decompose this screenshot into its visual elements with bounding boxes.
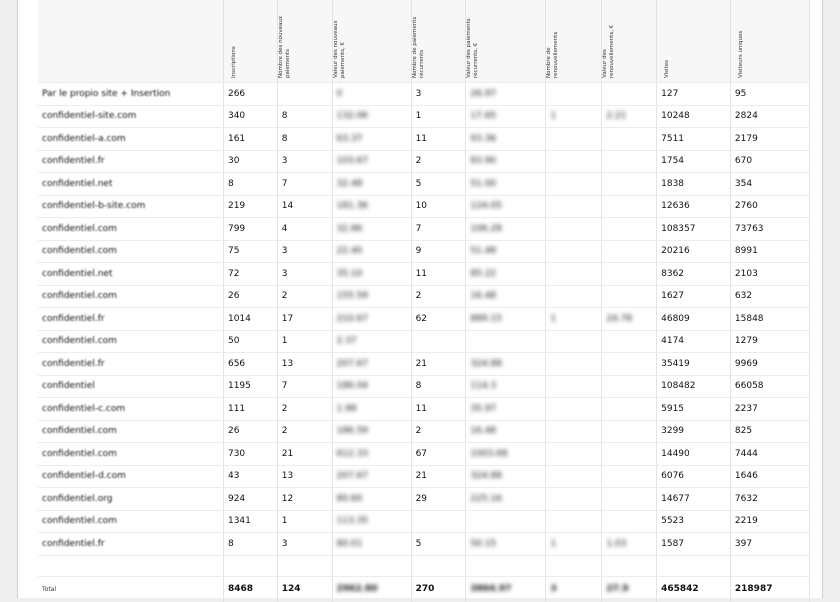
total-renewals-value: 27.9 bbox=[602, 576, 657, 602]
inscriptions-cell: 30 bbox=[223, 150, 277, 173]
recurring-count-cell: 21 bbox=[411, 353, 466, 376]
recurring-count-cell: 2 bbox=[411, 285, 466, 308]
recurring-count-cell: 62 bbox=[411, 308, 466, 331]
inscriptions-cell: 1014 bbox=[223, 308, 277, 331]
recurring-value-cell: 225.16 bbox=[466, 488, 546, 511]
recurring-value-cell: 50.15 bbox=[466, 533, 546, 556]
inscriptions-cell: 161 bbox=[223, 128, 277, 151]
new-payments-value-cell: 0 bbox=[332, 83, 411, 106]
unique-visitors-cell: 825 bbox=[730, 420, 809, 443]
recurring-count-cell: 1 bbox=[411, 105, 466, 128]
site-name-cell[interactable]: confidentiel-b-site.com bbox=[38, 195, 223, 218]
renewals-count-cell bbox=[546, 150, 602, 173]
unique-visitors-cell: 66058 bbox=[730, 375, 809, 398]
unique-visitors-cell: 397 bbox=[730, 533, 809, 556]
new-payments-count-cell: 8 bbox=[277, 105, 332, 128]
renewals-count-cell bbox=[546, 218, 602, 241]
header-new-payments-value[interactable] bbox=[332, 0, 411, 83]
recurring-count-cell: 8 bbox=[411, 375, 466, 398]
table-row bbox=[38, 308, 810, 331]
total-recurring-count: 270 bbox=[411, 576, 466, 602]
visits-cell: 46809 bbox=[657, 308, 731, 331]
header-site bbox=[38, 0, 223, 83]
table-row bbox=[38, 488, 810, 511]
recurring-count-cell: 3 bbox=[411, 83, 466, 106]
recurring-count-cell: 5 bbox=[411, 533, 466, 556]
site-name-cell[interactable]: confidentiel.fr bbox=[38, 150, 223, 173]
new-payments-count-cell: 2 bbox=[277, 420, 332, 443]
stats-table bbox=[38, 0, 810, 602]
table-row bbox=[38, 240, 810, 263]
renewals-value-cell bbox=[602, 150, 657, 173]
inscriptions-cell: 656 bbox=[223, 353, 277, 376]
total-recurring-value: 3864.97 bbox=[466, 576, 546, 602]
total-new-payments-count: 124 bbox=[277, 576, 332, 602]
inscriptions-cell: 75 bbox=[223, 240, 277, 263]
table-row bbox=[38, 420, 810, 443]
total-label: Total bbox=[38, 576, 223, 602]
renewals-value-cell bbox=[602, 375, 657, 398]
unique-visitors-cell: 2103 bbox=[730, 263, 809, 286]
visits-cell: 1838 bbox=[657, 173, 731, 196]
new-payments-value-cell: 207.67 bbox=[332, 465, 411, 488]
unique-visitors-cell: 2219 bbox=[730, 510, 809, 533]
new-payments-value-cell: 63.37 bbox=[332, 128, 411, 151]
renewals-value-cell bbox=[602, 240, 657, 263]
unique-visitors-cell: 1646 bbox=[730, 465, 809, 488]
visits-cell: 35419 bbox=[657, 353, 731, 376]
new-payments-count-cell: 8 bbox=[277, 128, 332, 151]
renewals-count-cell bbox=[546, 330, 602, 353]
visits-cell: 1587 bbox=[657, 533, 731, 556]
renewals-count-cell bbox=[546, 173, 602, 196]
unique-visitors-cell: 9969 bbox=[730, 353, 809, 376]
site-name-cell[interactable]: confidentiel-d.com bbox=[38, 465, 223, 488]
new-payments-count-cell bbox=[277, 83, 332, 106]
renewals-value-cell bbox=[602, 285, 657, 308]
report-panel bbox=[17, 0, 823, 598]
inscriptions-cell: 26 bbox=[223, 285, 277, 308]
recurring-value-cell: 85.22 bbox=[466, 263, 546, 286]
visits-cell: 3299 bbox=[657, 420, 731, 443]
new-payments-value-cell: 113.35 bbox=[332, 510, 411, 533]
table-row bbox=[38, 83, 810, 106]
renewals-value-cell bbox=[602, 173, 657, 196]
new-payments-value-cell: 186.59 bbox=[332, 420, 411, 443]
table-row bbox=[38, 150, 810, 173]
visits-cell: 1754 bbox=[657, 150, 731, 173]
table-row bbox=[38, 330, 810, 353]
table-row bbox=[38, 105, 810, 128]
renewals-value-cell bbox=[602, 83, 657, 106]
renewals-value-cell bbox=[602, 330, 657, 353]
new-payments-count-cell: 3 bbox=[277, 533, 332, 556]
unique-visitors-cell: 2824 bbox=[730, 105, 809, 128]
renewals-count-cell bbox=[546, 263, 602, 286]
renewals-value-cell bbox=[602, 128, 657, 151]
unique-visitors-cell: 7444 bbox=[730, 443, 809, 466]
site-name-cell[interactable]: confidentiel-a.com bbox=[38, 128, 223, 151]
table-row bbox=[38, 195, 810, 218]
new-payments-value-cell: 35.10 bbox=[332, 263, 411, 286]
recurring-count-cell: 11 bbox=[411, 128, 466, 151]
new-payments-count-cell: 1 bbox=[277, 330, 332, 353]
new-payments-count-cell: 3 bbox=[277, 150, 332, 173]
recurring-value-cell: 17.65 bbox=[466, 105, 546, 128]
inscriptions-cell: 219 bbox=[223, 195, 277, 218]
recurring-count-cell: 5 bbox=[411, 173, 466, 196]
header-visits[interactable] bbox=[657, 0, 731, 83]
site-name-cell[interactable]: confidentiel.com bbox=[38, 443, 223, 466]
site-name-cell[interactable]: confidentiel bbox=[38, 375, 223, 398]
inscriptions-cell: 1341 bbox=[223, 510, 277, 533]
recurring-count-cell bbox=[411, 330, 466, 353]
site-name-cell[interactable]: confidentiel.fr bbox=[38, 533, 223, 556]
recurring-value-cell: 83.90 bbox=[466, 150, 546, 173]
inscriptions-cell: 8 bbox=[223, 173, 277, 196]
visits-cell: 8362 bbox=[657, 263, 731, 286]
renewals-value-cell bbox=[602, 420, 657, 443]
new-payments-count-cell: 4 bbox=[277, 218, 332, 241]
new-payments-value-cell: 155.59 bbox=[332, 285, 411, 308]
recurring-value-cell: 124.05 bbox=[466, 195, 546, 218]
inscriptions-cell: 266 bbox=[223, 83, 277, 106]
unique-visitors-cell: 354 bbox=[730, 173, 809, 196]
header-label: Valeur des nouveaux paiements, € bbox=[332, 20, 346, 78]
site-name-cell[interactable]: confidentiel.com bbox=[38, 510, 223, 533]
renewals-count-cell bbox=[546, 285, 602, 308]
table-row bbox=[38, 218, 810, 241]
unique-visitors-cell: 2179 bbox=[730, 128, 809, 151]
site-name-cell[interactable]: confidentiel.com bbox=[38, 240, 223, 263]
site-name-cell[interactable]: confidentiel.org bbox=[38, 488, 223, 511]
header-unique-visitors[interactable] bbox=[730, 0, 809, 83]
renewals-count-cell: 1 bbox=[546, 105, 602, 128]
new-payments-value-cell: 32.48 bbox=[332, 173, 411, 196]
new-payments-count-cell: 2 bbox=[277, 285, 332, 308]
unique-visitors-cell: 2760 bbox=[730, 195, 809, 218]
table-row bbox=[38, 128, 810, 151]
renewals-count-cell bbox=[546, 240, 602, 263]
inscriptions-cell: 730 bbox=[223, 443, 277, 466]
renewals-count-cell: 1 bbox=[546, 308, 602, 331]
renewals-count-cell bbox=[546, 443, 602, 466]
recurring-value-cell: 889.15 bbox=[466, 308, 546, 331]
renewals-value-cell: 1.03 bbox=[602, 533, 657, 556]
new-payments-value-cell: 181.36 bbox=[332, 195, 411, 218]
new-payments-count-cell: 12 bbox=[277, 488, 332, 511]
site-name-cell[interactable]: confidentiel.net bbox=[38, 263, 223, 286]
new-payments-count-cell: 3 bbox=[277, 263, 332, 286]
visits-cell: 5915 bbox=[657, 398, 731, 421]
unique-visitors-cell: 632 bbox=[730, 285, 809, 308]
renewals-count-cell bbox=[546, 420, 602, 443]
header-recurring-value[interactable] bbox=[466, 0, 546, 83]
recurring-count-cell: 67 bbox=[411, 443, 466, 466]
unique-visitors-cell: 7632 bbox=[730, 488, 809, 511]
recurring-value-cell bbox=[466, 330, 546, 353]
visits-cell: 5523 bbox=[657, 510, 731, 533]
new-payments-count-cell: 2 bbox=[277, 398, 332, 421]
unique-visitors-cell: 1279 bbox=[730, 330, 809, 353]
header-label: Valeur des paiements récurrents, € bbox=[466, 18, 480, 78]
recurring-value-cell: 16.48 bbox=[466, 285, 546, 308]
total-renewals-count: 3 bbox=[546, 576, 602, 602]
recurring-value-cell: 51.00 bbox=[466, 173, 546, 196]
recurring-value-cell: 35.97 bbox=[466, 398, 546, 421]
unique-visitors-cell: 95 bbox=[730, 83, 809, 106]
table-footer bbox=[38, 555, 810, 602]
inscriptions-cell: 924 bbox=[223, 488, 277, 511]
renewals-value-cell bbox=[602, 465, 657, 488]
new-payments-value-cell: 1.98 bbox=[332, 398, 411, 421]
renewals-count-cell bbox=[546, 375, 602, 398]
renewals-count-cell: 1 bbox=[546, 533, 602, 556]
site-name-cell[interactable]: confidentiel-site.com bbox=[38, 105, 223, 128]
visits-cell: 127 bbox=[657, 83, 731, 106]
total-visits: 465842 bbox=[657, 576, 731, 602]
new-payments-count-cell: 7 bbox=[277, 375, 332, 398]
site-name-cell[interactable]: confidentiel.com bbox=[38, 420, 223, 443]
renewals-value-cell: 2.21 bbox=[602, 105, 657, 128]
recurring-count-cell: 11 bbox=[411, 263, 466, 286]
unique-visitors-cell: 2237 bbox=[730, 398, 809, 421]
visits-cell: 108482 bbox=[657, 375, 731, 398]
new-payments-value-cell: 32.86 bbox=[332, 218, 411, 241]
renewals-count-cell bbox=[546, 83, 602, 106]
recurring-count-cell: 10 bbox=[411, 195, 466, 218]
recurring-count-cell: 29 bbox=[411, 488, 466, 511]
new-payments-value-cell: 80.01 bbox=[332, 533, 411, 556]
renewals-count-cell bbox=[546, 488, 602, 511]
inscriptions-cell: 111 bbox=[223, 398, 277, 421]
unique-visitors-cell: 8991 bbox=[730, 240, 809, 263]
site-name-cell[interactable]: confidentiel.com bbox=[38, 330, 223, 353]
visits-cell: 108357 bbox=[657, 218, 731, 241]
table-row bbox=[38, 398, 810, 421]
total-new-payments-value: 2962.80 bbox=[332, 576, 411, 602]
header-new-payments-count[interactable] bbox=[277, 0, 332, 83]
unique-visitors-cell: 670 bbox=[730, 150, 809, 173]
table-header bbox=[38, 0, 810, 83]
new-payments-value-cell: 612.33 bbox=[332, 443, 411, 466]
inscriptions-cell: 26 bbox=[223, 420, 277, 443]
site-name-cell[interactable]: confidentiel.com bbox=[38, 285, 223, 308]
site-name-cell[interactable]: confidentiel.fr bbox=[38, 353, 223, 376]
new-payments-value-cell: 80.60 bbox=[332, 488, 411, 511]
new-payments-value-cell: 207.67 bbox=[332, 353, 411, 376]
recurring-count-cell bbox=[411, 510, 466, 533]
header-label: Visites bbox=[664, 60, 671, 78]
recurring-value-cell: 324.88 bbox=[466, 465, 546, 488]
renewals-value-cell bbox=[602, 510, 657, 533]
header-label: Nombre de renouvellements bbox=[546, 31, 560, 78]
header-label: Visiteurs uniques bbox=[737, 30, 744, 78]
site-name-cell[interactable]: confidentiel.com bbox=[38, 218, 223, 241]
inscriptions-cell: 1195 bbox=[223, 375, 277, 398]
new-payments-value-cell: 186.04 bbox=[332, 375, 411, 398]
table-row bbox=[38, 375, 810, 398]
new-payments-count-cell: 1 bbox=[277, 510, 332, 533]
site-name-cell[interactable]: Par le propio site + Insertion bbox=[38, 83, 223, 106]
visits-cell: 10248 bbox=[657, 105, 731, 128]
site-name-cell[interactable]: confidentiel.net bbox=[38, 173, 223, 196]
recurring-count-cell: 7 bbox=[411, 218, 466, 241]
new-payments-count-cell: 7 bbox=[277, 173, 332, 196]
renewals-count-cell bbox=[546, 398, 602, 421]
visits-cell: 1627 bbox=[657, 285, 731, 308]
recurring-value-cell bbox=[466, 510, 546, 533]
new-payments-count-cell: 17 bbox=[277, 308, 332, 331]
inscriptions-cell: 8 bbox=[223, 533, 277, 556]
renewals-value-cell bbox=[602, 195, 657, 218]
recurring-count-cell: 2 bbox=[411, 420, 466, 443]
visits-cell: 14490 bbox=[657, 443, 731, 466]
new-payments-count-cell: 21 bbox=[277, 443, 332, 466]
recurring-count-cell: 9 bbox=[411, 240, 466, 263]
visits-cell: 4174 bbox=[657, 330, 731, 353]
table-body bbox=[38, 83, 810, 556]
inscriptions-cell: 50 bbox=[223, 330, 277, 353]
total-inscriptions: 8468 bbox=[223, 576, 277, 602]
new-payments-value-cell: 210.67 bbox=[332, 308, 411, 331]
new-payments-count-cell: 14 bbox=[277, 195, 332, 218]
visits-cell: 7511 bbox=[657, 128, 731, 151]
visits-cell: 12636 bbox=[657, 195, 731, 218]
new-payments-value-cell: 103.67 bbox=[332, 150, 411, 173]
table-row bbox=[38, 465, 810, 488]
header-recurring-count[interactable] bbox=[411, 0, 466, 83]
recurring-value-cell: 16.48 bbox=[466, 420, 546, 443]
new-payments-count-cell: 13 bbox=[277, 465, 332, 488]
table-row bbox=[38, 353, 810, 376]
table-row bbox=[38, 533, 810, 556]
unique-visitors-cell: 73763 bbox=[730, 218, 809, 241]
new-payments-value-cell: 132.06 bbox=[332, 105, 411, 128]
renewals-count-cell bbox=[546, 195, 602, 218]
renewals-value-cell: 24.78 bbox=[602, 308, 657, 331]
renewals-value-cell bbox=[602, 488, 657, 511]
recurring-value-cell: 26.97 bbox=[466, 83, 546, 106]
unique-visitors-cell: 15848 bbox=[730, 308, 809, 331]
recurring-value-cell: 114.3 bbox=[466, 375, 546, 398]
total-unique-visitors: 218987 bbox=[730, 576, 809, 602]
table-row bbox=[38, 510, 810, 533]
header-renewals-value[interactable] bbox=[602, 0, 657, 83]
recurring-count-cell: 11 bbox=[411, 398, 466, 421]
recurring-count-cell: 21 bbox=[411, 465, 466, 488]
visits-cell: 14677 bbox=[657, 488, 731, 511]
header-label: Nombre de paiements récurrents bbox=[411, 16, 425, 78]
renewals-value-cell bbox=[602, 398, 657, 421]
renewals-count-cell bbox=[546, 510, 602, 533]
recurring-value-cell: 106.28 bbox=[466, 218, 546, 241]
recurring-value-cell: 1003.68 bbox=[466, 443, 546, 466]
site-name-cell[interactable]: confidentiel.fr bbox=[38, 308, 223, 331]
recurring-value-cell: 51.48 bbox=[466, 240, 546, 263]
new-payments-value-cell: 2.37 bbox=[332, 330, 411, 353]
inscriptions-cell: 43 bbox=[223, 465, 277, 488]
header-label: Inscriptions bbox=[230, 46, 237, 78]
renewals-count-cell bbox=[546, 128, 602, 151]
renewals-count-cell bbox=[546, 465, 602, 488]
renewals-value-cell bbox=[602, 353, 657, 376]
header-label: Valeur des renouvellements, € bbox=[602, 24, 616, 78]
table-row bbox=[38, 285, 810, 308]
inscriptions-cell: 72 bbox=[223, 263, 277, 286]
header-inscriptions[interactable] bbox=[223, 0, 277, 83]
renewals-value-cell bbox=[602, 443, 657, 466]
new-payments-value-cell: 22.40 bbox=[332, 240, 411, 263]
header-renewals-count[interactable] bbox=[546, 0, 602, 83]
site-name-cell[interactable]: confidentiel-c.com bbox=[38, 398, 223, 421]
renewals-value-cell bbox=[602, 218, 657, 241]
table-row bbox=[38, 173, 810, 196]
inscriptions-cell: 340 bbox=[223, 105, 277, 128]
table-row bbox=[38, 443, 810, 466]
header-label: Nombre des nouveaux paiements bbox=[277, 15, 291, 78]
recurring-value-cell: 324.88 bbox=[466, 353, 546, 376]
spacer-row bbox=[38, 555, 810, 576]
visits-cell: 20216 bbox=[657, 240, 731, 263]
renewals-count-cell bbox=[546, 353, 602, 376]
table-row bbox=[38, 263, 810, 286]
renewals-value-cell bbox=[602, 263, 657, 286]
recurring-value-cell: 93.36 bbox=[466, 128, 546, 151]
inscriptions-cell: 799 bbox=[223, 218, 277, 241]
new-payments-count-cell: 3 bbox=[277, 240, 332, 263]
recurring-count-cell: 2 bbox=[411, 150, 466, 173]
new-payments-count-cell: 13 bbox=[277, 353, 332, 376]
visits-cell: 6076 bbox=[657, 465, 731, 488]
